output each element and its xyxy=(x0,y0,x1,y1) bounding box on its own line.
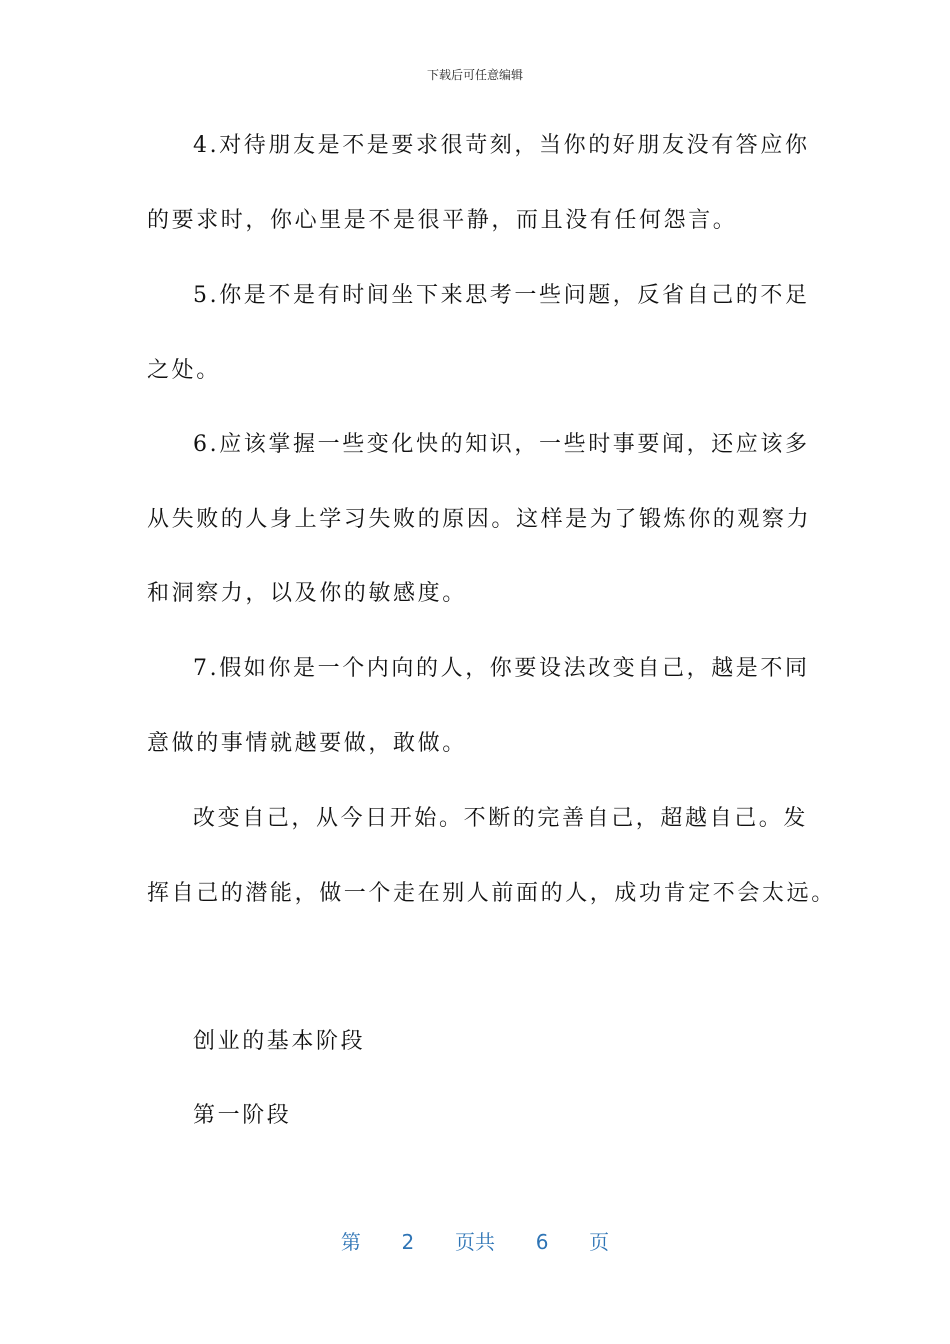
footer-middle: 页共 xyxy=(455,1230,495,1254)
paragraph-line: 改变自己，从今日开始。不断的完善自己，超越自己。发 xyxy=(193,806,809,831)
paragraph-line: 挥自己的潜能，做一个走在别人前面的人，成功肯定不会太远。 xyxy=(147,881,836,906)
paragraph-line: 4.对待朋友是不是要求很苛刻，当你的好朋友没有答应你 xyxy=(193,133,810,158)
section-title: 创业的基本阶段 xyxy=(193,1029,366,1054)
paragraph-line: 的要求时，你心里是不是很平静，而且没有任何怨言。 xyxy=(147,208,738,233)
paragraph-line: 7.假如你是一个内向的人，你要设法改变自己，越是不同 xyxy=(193,656,810,681)
footer-current-page: 2 xyxy=(401,1230,415,1254)
footer-suffix: 页 xyxy=(589,1230,610,1254)
paragraph-line: 6.应该掌握一些变化快的知识，一些时事要闻，还应该多 xyxy=(193,432,810,457)
paragraph-line: 和洞察力，以及你的敏感度。 xyxy=(147,581,467,606)
paragraph-line: 之处。 xyxy=(147,358,221,383)
paragraph-line: 从失败的人身上学习失败的原因。这样是为了锻炼你的观察力 xyxy=(147,507,812,532)
footer-prefix: 第 xyxy=(340,1230,361,1254)
paragraph-line: 意做的事情就越要做，敢做。 xyxy=(147,731,467,756)
paragraph-line: 5.你是不是有时间坐下来思考一些问题，反省自己的不足 xyxy=(193,283,810,308)
page-footer xyxy=(0,1226,950,1255)
footer-total-pages: 6 xyxy=(535,1230,549,1254)
stage-title: 第一阶段 xyxy=(193,1103,292,1128)
page-header: 下载后可任意编辑 xyxy=(426,68,523,82)
